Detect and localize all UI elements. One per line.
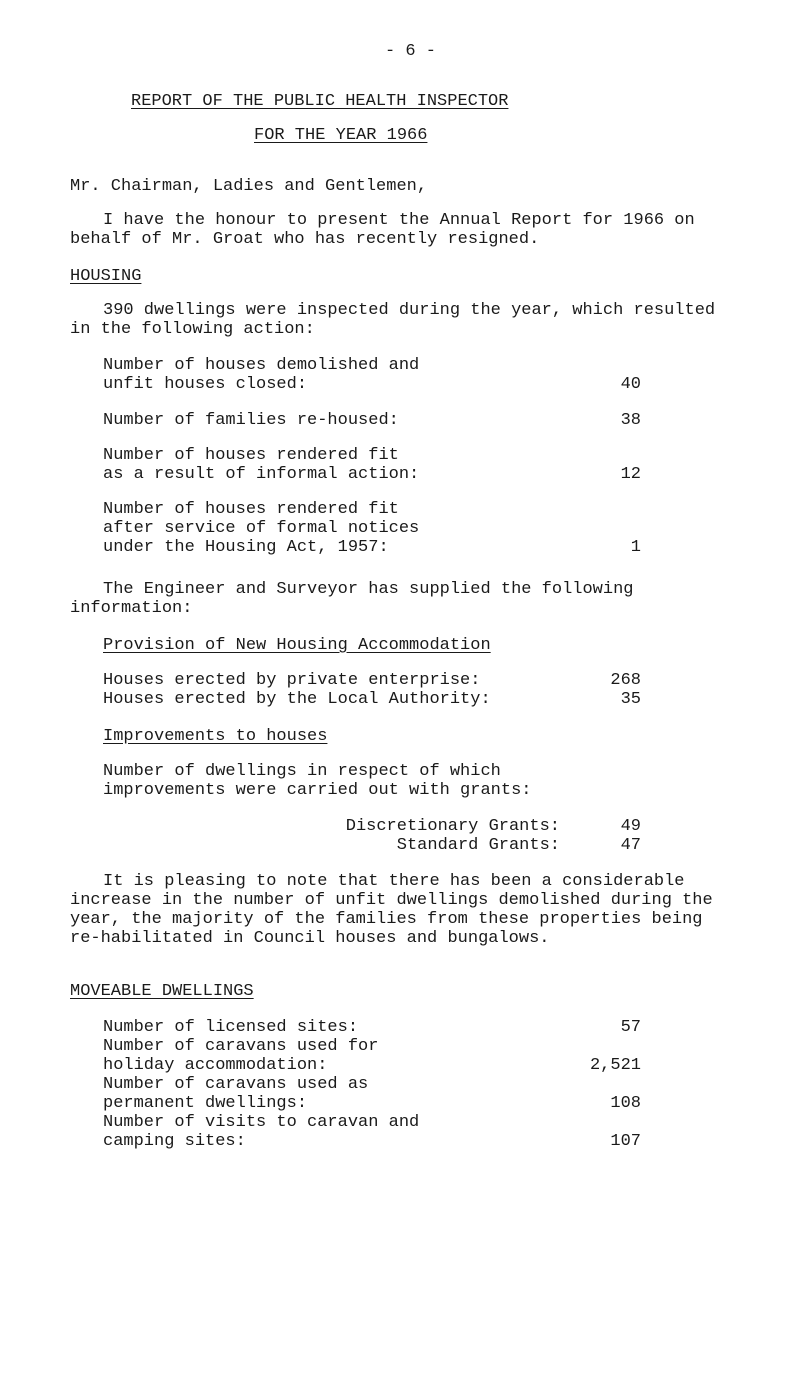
improvements-line-2: improvements were carried out with grants:: [103, 781, 532, 800]
housing-item-label: Number of houses rendered fit: [103, 446, 399, 465]
new-housing-label: Houses erected by private enterprise:: [103, 671, 481, 690]
moveable-item-value: 2,521: [589, 1056, 641, 1075]
improvements-line-1: Number of dwellings in respect of which: [103, 762, 501, 781]
report-title: REPORT OF THE PUBLIC HEALTH INSPECTOR: [131, 92, 509, 111]
housing-item-label: Number of families re-housed:: [103, 411, 399, 430]
closing-line-3: year, the majority of the families from these properties being: [70, 910, 703, 929]
new-housing-heading: Provision of New Housing Accommodation: [103, 636, 491, 655]
grant-label: Standard Grants:: [396, 836, 560, 855]
housing-item-label: Number of houses demolished and: [103, 356, 420, 375]
new-housing-value: 35: [620, 690, 641, 709]
moveable-item-value: 107: [610, 1132, 641, 1151]
grant-value: 49: [620, 817, 641, 836]
engineer-line-1: The Engineer and Surveyor has supplied the following: [103, 580, 634, 599]
housing-heading: HOUSING: [70, 267, 142, 286]
page-number: - 6 -: [385, 42, 437, 61]
closing-line-2: increase in the number of unfit dwellings demolished during the: [70, 891, 713, 910]
housing-item-value: 38: [620, 411, 641, 430]
housing-item-label: after service of formal notices: [103, 519, 420, 538]
grant-label: Discretionary Grants:: [345, 817, 560, 836]
intro-line-2: behalf of Mr. Groat who has recently resigned.: [70, 230, 540, 249]
housing-item-value: 12: [620, 465, 641, 484]
moveable-item-value: 57: [620, 1018, 641, 1037]
housing-item-label: under the Housing Act, 1957:: [103, 538, 389, 557]
moveable-item-label: Number of caravans used as: [103, 1075, 369, 1094]
housing-item-label: Number of houses rendered fit: [103, 500, 399, 519]
moveable-heading: MOVEABLE DWELLINGS: [70, 982, 254, 1001]
improvements-heading: Improvements to houses: [103, 727, 328, 746]
housing-item-label: unfit houses closed:: [103, 375, 308, 394]
moveable-item-label: Number of visits to caravan and: [103, 1113, 420, 1132]
housing-item-label: as a result of informal action:: [103, 465, 420, 484]
moveable-item-label: camping sites:: [103, 1132, 246, 1151]
moveable-item-label: Number of licensed sites:: [103, 1018, 359, 1037]
grant-value: 47: [620, 836, 641, 855]
intro-line-1: I have the honour to present the Annual Report for 1966 on: [103, 211, 695, 230]
moveable-item-label: holiday accommodation:: [103, 1056, 328, 1075]
housing-intro-2: in the following action:: [70, 320, 315, 339]
housing-intro-1: 390 dwellings were inspected during the year, which resulted: [103, 301, 716, 320]
housing-item-value: 40: [620, 375, 641, 394]
new-housing-label: Houses erected by the Local Authority:: [103, 690, 491, 709]
housing-item-value: 1: [630, 538, 641, 557]
report-year: FOR THE YEAR 1966: [254, 126, 428, 145]
engineer-line-2: information:: [70, 599, 193, 618]
salutation: Mr. Chairman, Ladies and Gentlemen,: [70, 177, 428, 196]
closing-line-4: re-habilitated in Council houses and bungalows.: [70, 929, 550, 948]
moveable-item-label: Number of caravans used for: [103, 1037, 379, 1056]
closing-line-1: It is pleasing to note that there has been a considerable: [103, 872, 685, 891]
moveable-item-value: 108: [610, 1094, 641, 1113]
moveable-item-label: permanent dwellings:: [103, 1094, 308, 1113]
new-housing-value: 268: [610, 671, 641, 690]
